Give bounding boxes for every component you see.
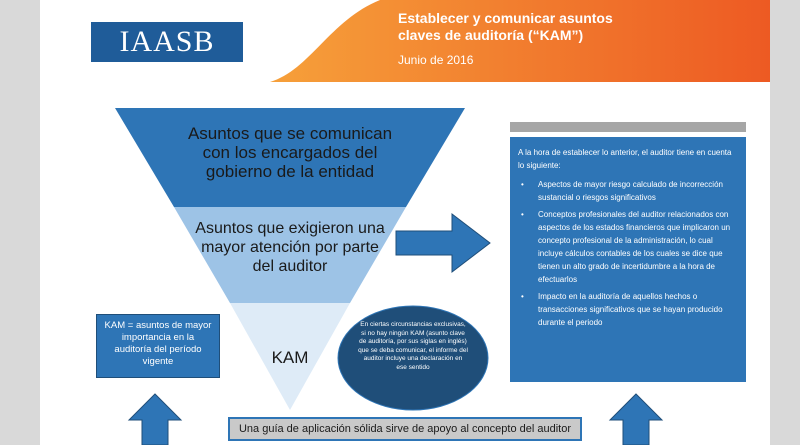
iaasb-logo: IAASB <box>91 22 243 62</box>
bullet-icon: • <box>521 180 524 189</box>
considerations-panel <box>510 137 746 382</box>
list-item <box>518 178 738 204</box>
no-kam-ellipse-text: En ciertas circunstancias exclusivas, si no hay ningún KAM (asunto clave de auditoría, por sus siglas en inglés) que se deba comunicar, el informe del auditor incluye una declaración en ese sentido <box>358 321 468 371</box>
list-item <box>518 290 738 329</box>
up-arrow-right-icon <box>610 394 662 445</box>
pyramid-middle-label: Asuntos que exigieron una mayor atención por parte del auditor <box>195 220 385 275</box>
application-guide-text: Una guía de aplicación sólida sirve de apoyo al concepto del auditor <box>238 423 572 435</box>
panel-header-strip <box>510 122 746 132</box>
pyramid-top-label: Asuntos que se comunican con los encargados del gobierno de la entidad <box>187 124 393 181</box>
list-item-text: Conceptos profesionales del auditor relacionados con aspectos de los estados financieros que implicaron un concepto profesional de la administración, lo cual incluye cálculos contables de los cuales se dice que tienen un alto grado de incertidumbre a la hora de efectuarlos <box>538 210 731 284</box>
bullet-icon: • <box>521 292 524 301</box>
pyramid-bottom-label: KAM <box>271 348 309 367</box>
up-arrow-left-icon <box>129 394 181 445</box>
kam-definition-text: KAM = asuntos de mayor importancia en la auditoría del período vigente <box>104 320 212 367</box>
right-arrow-icon <box>396 214 490 272</box>
list-item-text: Aspectos de mayor riesgo calculado de incorrección sustancial o riesgos significativos <box>538 180 723 202</box>
list-item-text: Impacto en la auditoría de aquellos hechos o transacciones significativos que se hayan producido durante el periodo <box>538 292 723 327</box>
application-guide-box <box>228 417 582 441</box>
list-item <box>518 208 738 286</box>
banner-date: Junio de 2016 <box>398 53 474 67</box>
considerations-list <box>518 178 738 329</box>
considerations-intro: A la hora de establecer lo anterior, el auditor tiene en cuenta lo siguiente: <box>518 148 732 170</box>
bullet-icon: • <box>521 210 524 219</box>
kam-definition-box <box>96 314 220 378</box>
banner-title: Establecer y comunicar asuntos claves de auditoría (“KAM”) <box>398 10 613 43</box>
